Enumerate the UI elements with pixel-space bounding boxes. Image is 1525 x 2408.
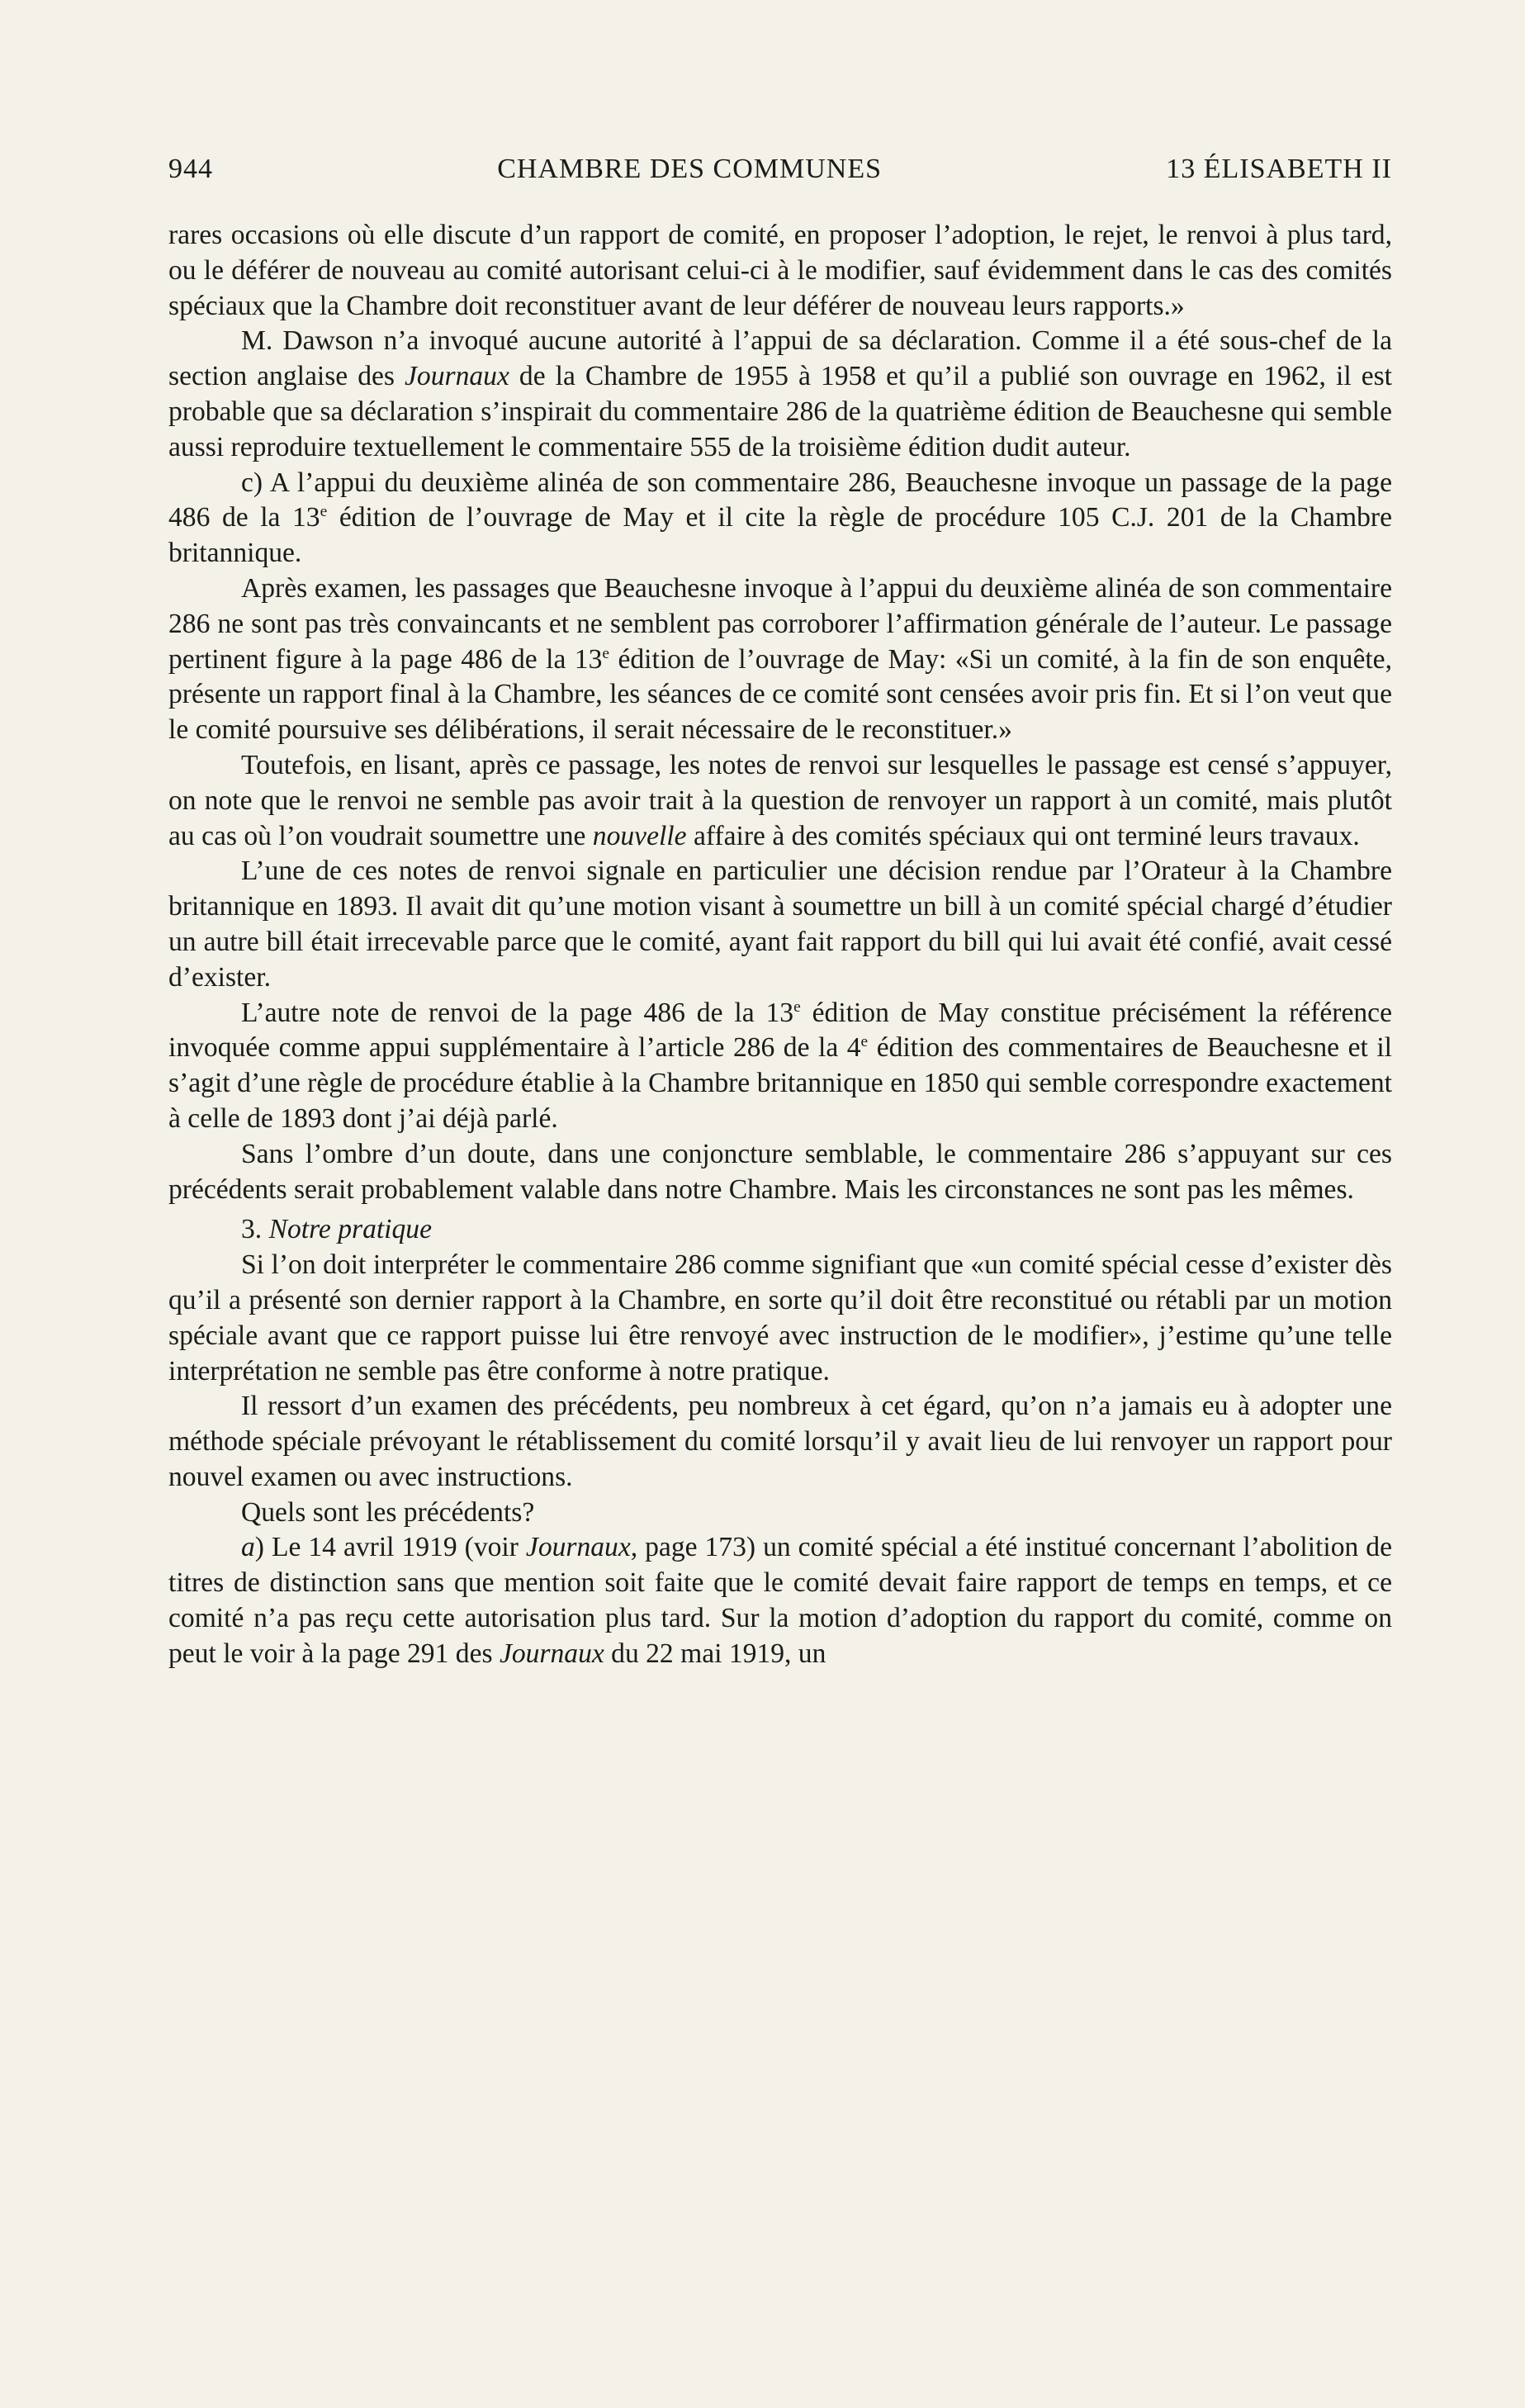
paragraph-question: Quels sont les précédents?: [241, 1496, 535, 1528]
page-number: 944: [168, 154, 213, 184]
paragraph-continuation: rares occasions où elle discute d’un rapport de comité, en proposer l’adoption, le rejet, le renvoi à plus tard, ou le déférer de nouveau au comité autorisant celui-ci à le modifier, sauf évidemment dans le cas des comités spéciaux que la Chambre doit reconstituer avant de leur déférer de nouveau leurs rapports.»: [168, 220, 1392, 321]
page-header: [168, 154, 1392, 185]
document-page: [168, 154, 1392, 1672]
paragraph-apres-examen: Après examen, les passages que Beauchesne invoque à l’appui du deuxième alinéa de son commentaire 286 ne sont pas très convaincants et ne semblent pas corroborer l’affirmation générale de l’auteur. Le passage pertinent figure à la page 486 de la 13e édition de l’ouvrage de May: «Si un comité, à la fin de son enquête, présente un rapport final à la Chambre, les séances de ce comité sont censées avoir pris fin. Et si l’on veut que le comité poursuive ses délibérations, il serait nécessaire de le reconstituer.»: [168, 572, 1392, 746]
section-heading: 3. Notre pratique: [241, 1214, 432, 1245]
body-text: [168, 218, 1392, 1672]
paragraph-c: c) A l’appui du deuxième alinéa de son commentaire 286, Beauchesne invoque un passage de la page 486 de la 13e édition de l’ouvrage de May et il cite la règle de procédure 105 C.J. 201 de la Chambre britannique.: [168, 467, 1392, 569]
paragraph-a: a) Le 14 avril 1919 (voir Journaux, page 173) un comité spécial a été institué concernant l’abolition de titres de distinction sans que mention soit faite que le comité devait faire rapport de temps en temps, et ce comité n’a pas reçu cette autorisation plus tard. Sur la motion d’adoption du rapport du comité, comme on peut le voir à la page 291 des Journaux du 22 mai 1919, un: [168, 1532, 1392, 1669]
paragraph-dawson: M. Dawson n’a invoqué aucune autorité à l’appui de sa déclaration. Comme il a été sous-chef de la section anglaise des Journaux de la Chambre de 1955 à 1958 et qu’il a publié son ouvrage en 1962, il est probable que sa déclaration s’inspirait du commentaire 286 de la quatrième édition de Beauchesne qui semble aussi reproduire textuellement le commentaire 555 de la troisième édition dudit auteur.: [168, 325, 1392, 462]
paragraph-precedents-exam: Il ressort d’un examen des précédents, peu nombreux à cet égard, qu’on n’a jamais eu à adopter une méthode spéciale prévoyant le rétablissement du comité lorsqu’il y avait lieu de lui renvoyer un rapport pour nouvel examen ou avec instructions.: [168, 1391, 1392, 1492]
running-title: CHAMBRE DES COMMUNES: [497, 154, 883, 184]
regnal-year: 13 ÉLISABETH II: [1166, 154, 1392, 184]
paragraph-note-renvoi-2: L’autre note de renvoi de la page 486 de la 13e édition de May constitue précisément la référence invoquée comme appui supplémentaire à l’article 286 de la 4e édition des commentaires de Beauchesne et il s’agit d’une règle de procédure établie à la Chambre britannique en 1850 qui semble correspondre exactement à celle de 1893 dont j’ai déjà parlé.: [168, 997, 1392, 1134]
paragraph-toutefois: Toutefois, en lisant, après ce passage, les notes de renvoi sur lesquelles le passage est censé s’appuyer, on note que le renvoi ne semble pas avoir trait à la question de renvoyer un rapport à un comité, mais plutôt au cas où l’on voudrait soumettre une nouvelle affaire à des comités spéciaux qui ont terminé leurs travaux.: [168, 749, 1392, 851]
paragraph-sans-ombre: Sans l’ombre d’un doute, dans une conjoncture semblable, le commentaire 286 s’appuyant sur ces précédents serait probablement valable dans notre Chambre. Mais les circonstances ne sont pas les mêmes.: [168, 1138, 1392, 1205]
paragraph-interpretation: Si l’on doit interpréter le commentaire 286 comme signifiant que «un comité spécial cesse d’exister dès qu’il a présenté son dernier rapport à la Chambre, en sorte qu’il doit être reconstitué ou rétabli par un motion spéciale avant que ce rapport puisse lui être renvoyé avec instruction de le modifier», j’estime qu’une telle interprétation ne semble pas être conforme à notre pratique.: [168, 1249, 1392, 1386]
paragraph-note-renvoi-1: L’une de ces notes de renvoi signale en particulier une décision rendue par l’Orateur à la Chambre britannique en 1893. Il avait dit qu’une motion visant à soumettre un bill à un comité spécial chargé d’étudier un autre bill était irrecevable parce que le comité, ayant fait rapport du bill qui lui avait été confié, avait cessé d’exister.: [168, 856, 1392, 993]
